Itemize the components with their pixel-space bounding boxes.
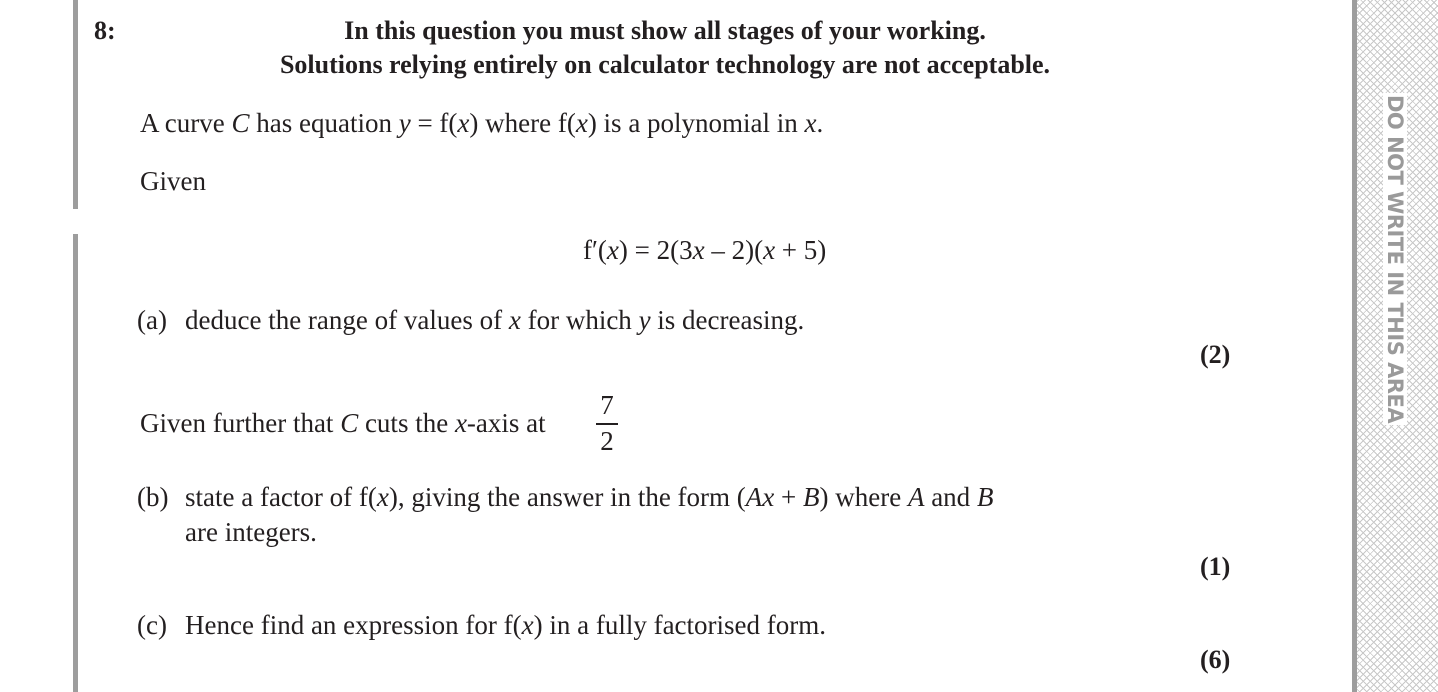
question-number: 8: <box>94 16 116 45</box>
part-b-marks: (1) <box>1200 552 1231 581</box>
part-b-text: state a factor of f(x), giving the answer in the form (Ax + B) where A and B <box>185 482 994 512</box>
part-a-marks: (2) <box>1200 340 1231 369</box>
part-c-marks: (6) <box>1200 645 1231 674</box>
given-further-text: Given further that C cuts the x-axis at <box>140 408 546 438</box>
derivative-equation: f′(x) = 2(3x – 2)(x + 5) <box>583 235 827 265</box>
margin-edge-bar <box>1352 0 1357 692</box>
part-b-text-line-2: are integers. <box>185 517 317 547</box>
instruction-line-1: In this question you must show all stages of your working. <box>344 16 986 45</box>
intro-text: A curve C has equation y = f(x) where f(x) is a polynomial in x. <box>140 108 824 138</box>
part-c-label: (c) <box>137 610 167 640</box>
do-not-write-label: DO NOT WRITE IN THIS AREA <box>1383 95 1407 424</box>
instruction-line-2: Solutions relying entirely on calculator technology are not acceptable. <box>279 50 1051 79</box>
part-b-label: (b) <box>137 482 169 512</box>
given-label: Given <box>140 166 206 196</box>
fraction-seven-halves <box>596 390 618 457</box>
fraction-bar <box>596 423 618 425</box>
fraction-numerator: 7 <box>600 390 614 420</box>
part-a-label: (a) <box>137 305 167 335</box>
fraction-denominator: 2 <box>600 425 614 456</box>
part-c-text: Hence find an expression for f(x) in a fully factorised form. <box>185 610 827 640</box>
margin-bar-bottom <box>73 234 78 692</box>
part-a-text: deduce the range of values of x for which y is decreasing. <box>185 305 805 335</box>
